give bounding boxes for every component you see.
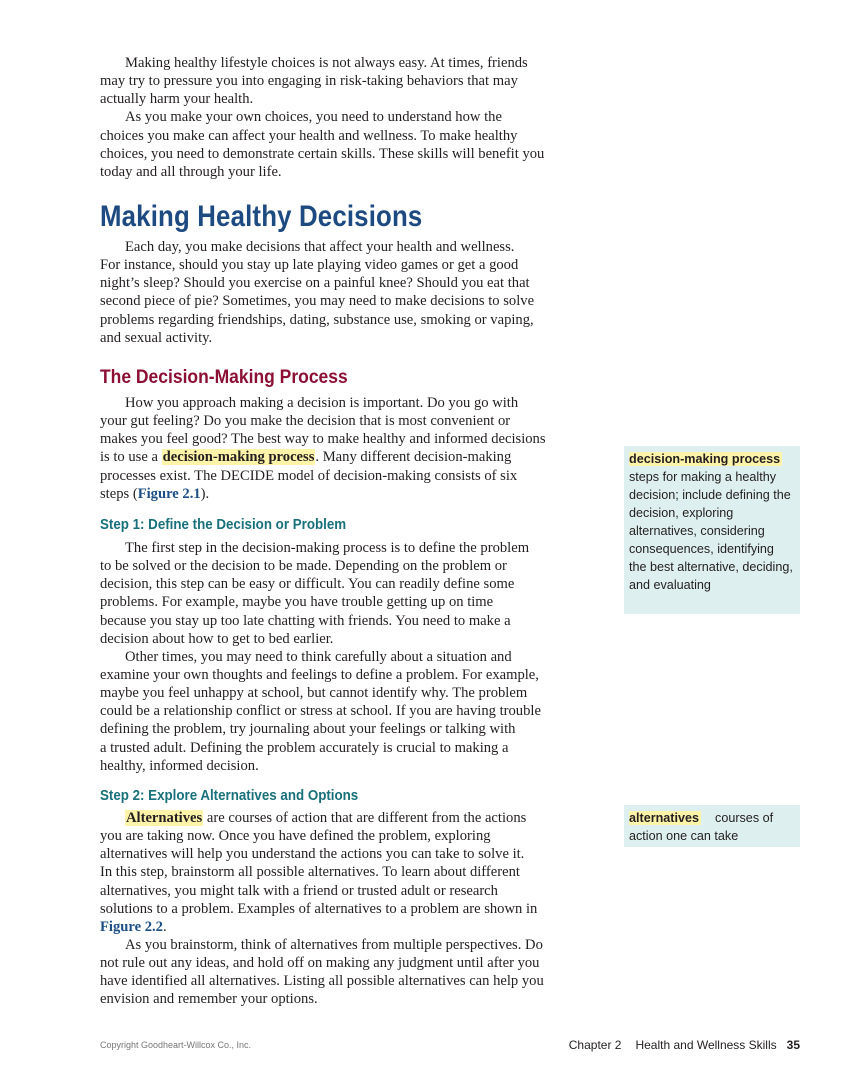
text-run: Each day, you make decisions that affect your health and wellness. (125, 239, 515, 255)
text-line (100, 448, 610, 466)
copyright: Copyright Goodheart-Willcox Co., Inc. (100, 1040, 252, 1050)
text-line (100, 936, 610, 954)
text-run: your gut feeling? Do you make the decision that is most convenient or (100, 413, 511, 430)
text-line (100, 311, 610, 329)
text-run: ). (200, 485, 210, 502)
text-run: choices you make can affect your health and wellness. To make healthy (100, 127, 518, 144)
text-run: and sexual activity. (100, 329, 213, 346)
text-line (100, 274, 610, 292)
text-line (100, 430, 610, 448)
intro-text (100, 54, 610, 181)
glossary-term: alternatives (629, 811, 700, 825)
text-line (100, 163, 610, 181)
text-run: second piece of pie? Sometimes, you may need to make decisions to solve (100, 293, 535, 310)
text-line (100, 256, 610, 274)
key-term: Alternatives (126, 810, 203, 826)
text-run: Other times, you may need to think carefully about a situation and (125, 648, 512, 665)
text-line (100, 127, 610, 145)
page-number: 35 (786, 1038, 800, 1052)
text-run: actually harm your health. (100, 91, 254, 108)
text-line (100, 990, 610, 1008)
text-line (100, 612, 610, 630)
figure-link[interactable]: Figure 2.1 (137, 485, 201, 502)
text-line (100, 394, 610, 412)
text-run: defining the problem, try journaling about your feelings or talking with (100, 721, 516, 738)
text-line (100, 539, 610, 557)
text-run: healthy, informed decision. (100, 757, 259, 774)
subsection-heading: The Decision-Making Process (100, 367, 348, 388)
healthy-decisions-text (100, 238, 610, 347)
text-run: decision about how to get to bed earlier. (100, 630, 334, 647)
text-run: not rule out any ideas, and hold off on making any judgment until after you (100, 955, 540, 972)
chapter-title: Health and Wellness Skills (635, 1038, 777, 1052)
text-run: examine your own thoughts and feelings to define a problem. For example, (100, 666, 539, 683)
text-line (100, 702, 610, 720)
text-line (100, 54, 610, 72)
text-run: problems. For example, maybe you have trouble getting up on time (100, 594, 494, 611)
text-line (100, 918, 610, 936)
text-line (100, 238, 610, 256)
text-run: because you stay up too late chatting with friends. You need to make a (100, 612, 511, 629)
text-run: is to use a (100, 449, 162, 466)
text-line (100, 900, 610, 918)
glossary-definition: steps for making a healthy decision; include defining the decision, exploring alternatives, considering consequences, identifying the best alternative, deciding, and evaluating (629, 470, 793, 592)
step1-text (100, 539, 610, 775)
text-line (100, 863, 610, 881)
text-line (100, 739, 610, 757)
text-line (100, 292, 610, 310)
text-run: Making healthy lifestyle choices is not always easy. At times, friends (125, 55, 528, 71)
glossary-decision-making-process (624, 446, 800, 614)
text-run: today and all through your life. (100, 163, 282, 180)
text-run: The first step in the decision-making process is to define the problem (125, 540, 530, 556)
text-run: to be solved or the decision to be made. Depending on the problem or (100, 558, 507, 575)
text-line (100, 827, 610, 845)
text-line (100, 757, 610, 775)
key-term: decision-making process (162, 449, 315, 466)
text-run: a trusted adult. Defining the problem accurately is crucial to making a (100, 739, 509, 756)
text-line (100, 557, 610, 575)
running-footer (569, 1038, 800, 1052)
text-run: envision and remember your options. (100, 991, 318, 1008)
text-run: problems regarding friendships, dating, substance use, smoking or vaping, (100, 311, 534, 328)
text-run: alternatives will help you understand the actions you can take to solve it. (100, 846, 525, 863)
text-run: As you make your own choices, you need to understand how the (125, 109, 502, 126)
text-run: steps ( (100, 485, 138, 502)
text-line (100, 412, 610, 430)
text-run: could be a relationship conflict or stress at school. If you are having trouble (100, 703, 541, 720)
text-run: are courses of action that are different from the actions (203, 810, 527, 826)
step2-text (100, 809, 610, 1009)
text-line (100, 575, 610, 593)
text-line (100, 809, 610, 827)
text-run: processes exist. The DECIDE model of decision-making consists of six (100, 467, 518, 484)
text-run: choices, you need to demonstrate certain skills. These skills will benefit you (100, 145, 545, 162)
text-run: For instance, should you stay up late playing video games or get a good (100, 257, 519, 274)
text-line (100, 593, 610, 611)
text-line (100, 720, 610, 738)
text-line (100, 90, 610, 108)
text-line (100, 108, 610, 126)
text-run: may try to pressure you into engaging in risk-taking behaviors that may (100, 73, 518, 90)
text-line (100, 666, 610, 684)
text-run: As you brainstorm, think of alternatives from multiple perspectives. Do (125, 936, 543, 953)
text-line (100, 145, 610, 163)
step1-heading: Step 1: Define the Decision or Problem (100, 517, 347, 533)
text-run: makes you feel good? The best way to make healthy and informed decisions (100, 431, 546, 448)
section-heading: Making Healthy Decisions (100, 200, 423, 233)
text-line (100, 972, 610, 990)
text-run: In this step, brainstorm all possible alternatives. To learn about different (100, 864, 520, 881)
text-line (100, 485, 610, 503)
glossary-alternatives (624, 805, 800, 847)
text-run: have identified all alternatives. Listing all possible alternatives can help you (100, 973, 544, 990)
process-text (100, 394, 610, 503)
text-run: decision, this step can be easy or difficult. You can readily define some (100, 576, 515, 593)
text-run: . Many different decision-making (315, 449, 512, 466)
text-run: . (162, 918, 167, 935)
glossary-term: decision-making process (629, 452, 781, 466)
text-run: alternatives, you might talk with a friend or trusted adult or research (100, 882, 498, 899)
text-line (100, 648, 610, 666)
text-run: How you approach making a decision is important. Do you go with (125, 395, 519, 411)
step2-heading: Step 2: Explore Alternatives and Options (100, 788, 359, 804)
text-line (100, 845, 610, 863)
text-line (100, 329, 610, 347)
text-run: night’s sleep? Should you exercise on a painful knee? Should you eat that (100, 275, 530, 292)
glossary-definition: courses of action one can take (629, 811, 774, 843)
text-line (100, 72, 610, 90)
text-line (100, 630, 610, 648)
text-line (100, 684, 610, 702)
text-run: solutions to a problem. Examples of alternatives to a problem are shown in (100, 900, 538, 917)
text-line (100, 882, 610, 900)
text-run: maybe you feel unhappy at school, but cannot identify why. The problem (100, 685, 528, 702)
text-run: you are taking now. Once you have defined the problem, exploring (100, 828, 491, 845)
text-line (100, 954, 610, 972)
figure-link[interactable]: Figure 2.2 (100, 918, 163, 935)
text-line (100, 467, 610, 485)
chapter-label: Chapter 2 (568, 1038, 622, 1052)
